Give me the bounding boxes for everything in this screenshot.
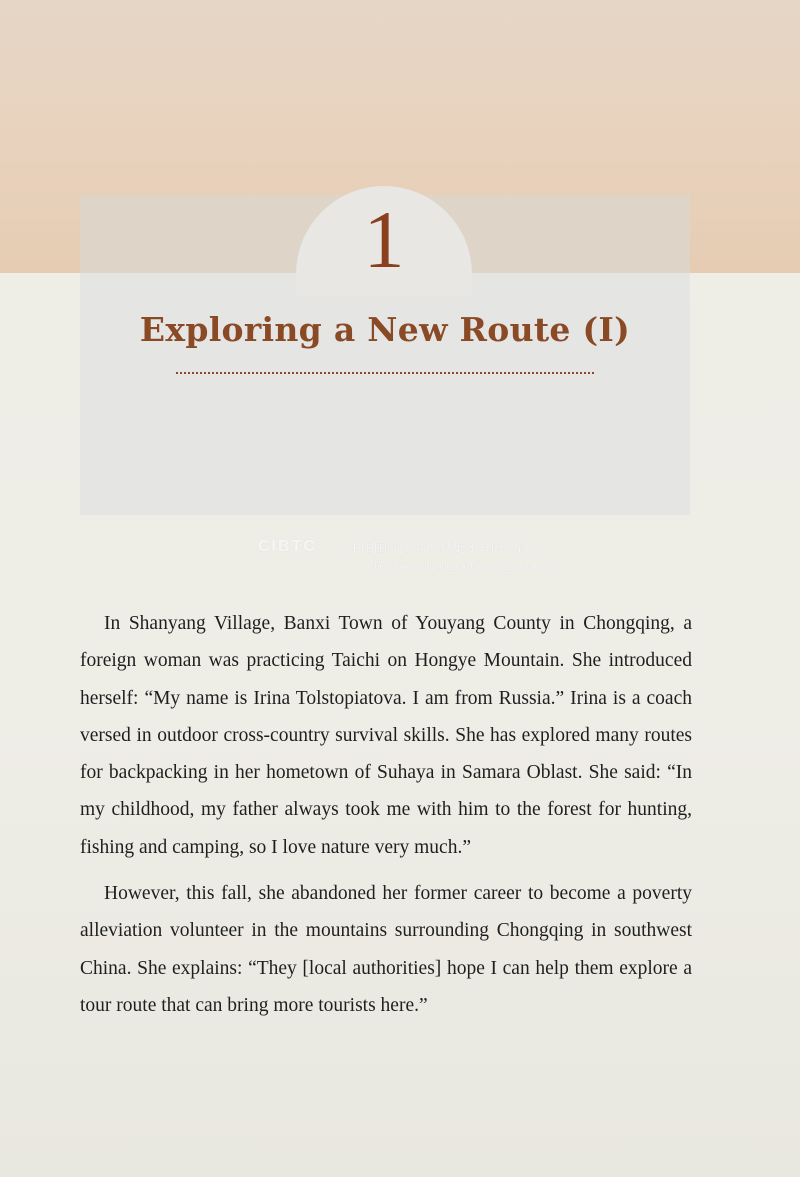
paragraph: In Shanyang Village, Banxi Town of Youyang County in Chongqing, a foreign woman was practicing Taichi on Hongye Mountain. She introduced herself: “My name is Irina Tolstopiatova. I am from Russia.” Irina is a coach versed in outdoor cross-country survival skills. She has explored many routes for backpacking in her hometown of Suhaya in Samara Oblast. She said: “In my childhood, my father always took me with him to the forest for hunting, fishing and camping, so I love nature very much.” [80,613,692,858]
watermark-logo: CIBTC [258,538,317,555]
watermark-subtitle: China International Book Trading Corporation [368,562,549,572]
watermark [258,538,558,578]
body-text [80,605,692,1033]
chapter-title: Exploring a New Route (I) [139,310,631,349]
watermark-text: 中国国际图书贸易集团有限公司 [348,541,531,556]
chapter-number: 1 [363,194,405,285]
paragraph: However, this fall, she abandoned her former career to become a poverty alleviation volunteer in the mountains surrounding Chongqing in southwest China. She explains: “They [local authorities] hope I can help them explore a tour route that can bring more tourists here.” [80,883,692,1016]
dotted-divider [176,372,594,374]
